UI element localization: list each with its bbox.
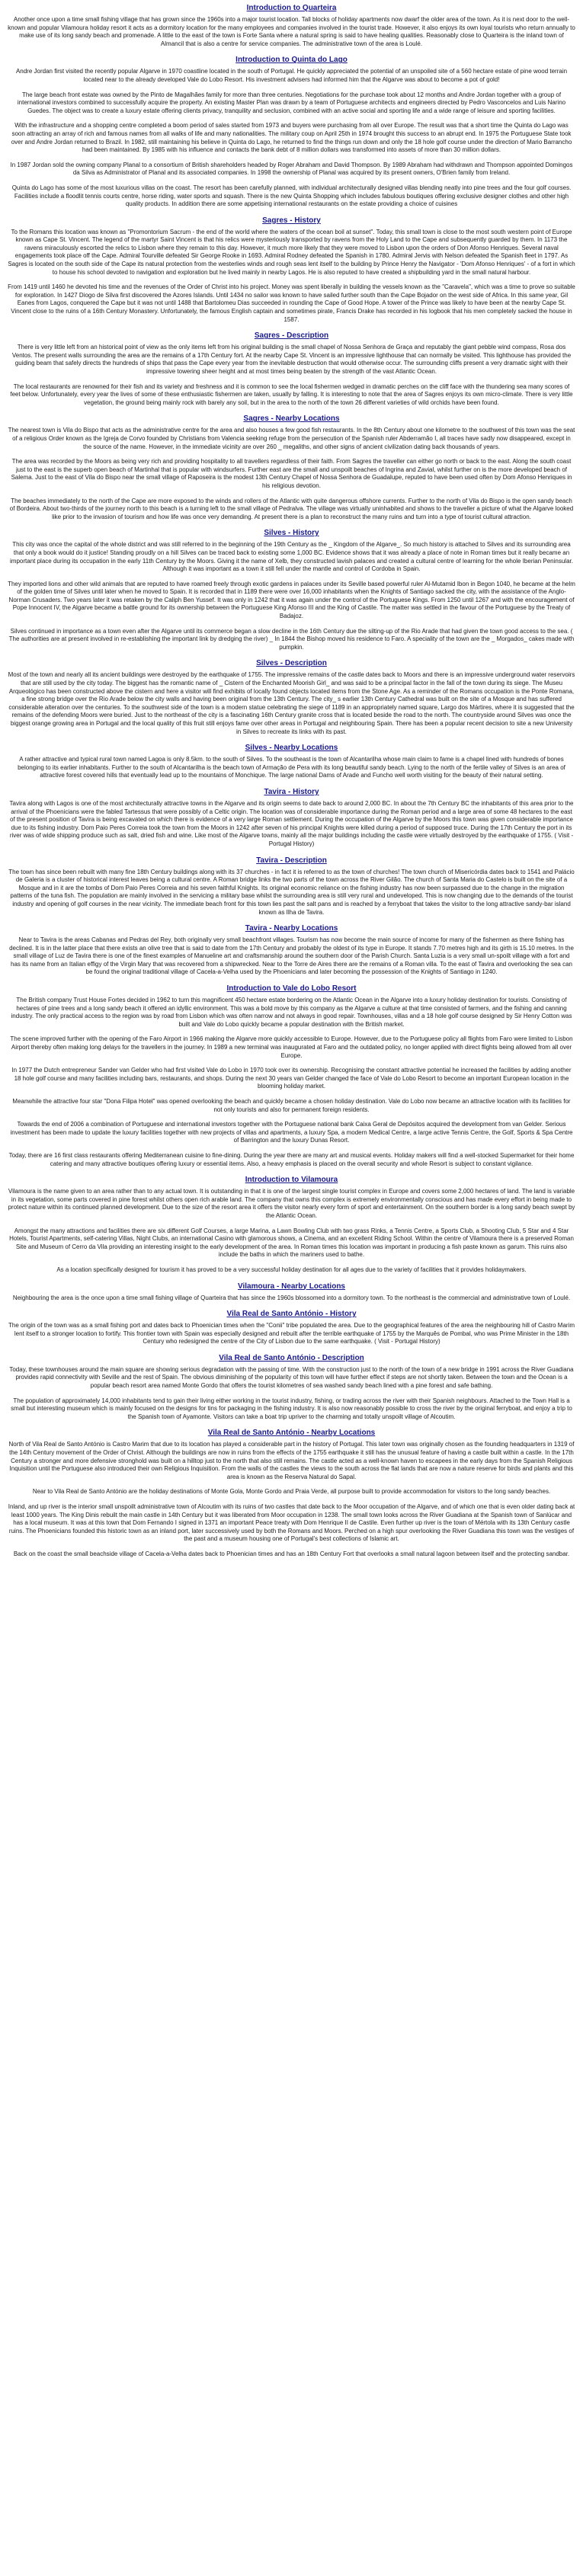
section-paragraph: Today, there are 16 first class restaurants offering Mediterranean cuisine to fine-dining. During the year there are many art and musical events. Holiday makers will find a well-stocked Supermarket for their home catering and many attractive boutiques offering luxury or essential items. Also, a heavy emphasis is placed on the overall security and whole Resort is subject to constant vigilance. [8, 1151, 575, 1167]
section-paragraph: Most of the town and nearly all its ancient buildings were destroyed by the earthquake of 1755. The impressive remains of the castle dates back to Moors and there is an impressive underground water reservoirs that are still used by the city today. The biggest has the romantic name of _ Cistern of the Enchanted Moorish Girl_ and was said to be a principal factor in the fall of the town during its siege. The Museu Arqueológico has been constructed above the cistern and here a visitor will find exhibits of locally found objects located items from the Stone Age. As a reminder of the Romans occupation is the Ponte Romana, a fine strong bridge over the Rio Arade below the city walls and having been original from the 13th Century. The city_ s earlier 13th Century Cathedral was built on the site of a Mosque and has suffered considerable alteration over the centuries. To the southwest side of the town is a modern statue celebrating the siege of 1189 in an appropriately named square, Largo dos Mártires, where it is suggested that the remains of the defending Moors were buried. Just to the northeast of the city is a fascinating 16th Century granite cross that is located beside the road to the north. The countryside around Silves was once the biggest orange growing area in Portugal and the local quality of this fruit still enjoys fame over other areas in Portugal and neighbouring Spain. There has been a popular recent decision to site a new University in Silves to recreate its links with its past. [8, 671, 575, 735]
section-paragraph: Quinta do Lago has some of the most luxurious villas on the coast. The resort has been carefully planned, with individual architecturally designed villas blending neatly into pine trees and the four golf courses. Facilities include a floodlit tennis courts centre, horse riding, water sports and squash. There is the new Quinta Shopping which includes fabulous boutiques offering exclusive designer clothes and other high quality products. In addition there are some appetising international restaurants on the estate providing a choice of cuisines [11, 184, 572, 208]
section-title[interactable]: Tavira - Description [256, 856, 327, 865]
section-paragraph: The large beach front estate was owned by the Pinto de Magalhães family for more than three centuries. Negotiations for the purchase took about 12 months and Andre Jordan together with a group of international investors combined to successfully acquire the property. An existing Master Plan was drawn by a team of Portuguese architects and engineers directed by Pedro Vasconcelos and Luis Narino Guedes. The object was to create a luxury estate offering clients privacy, tranquility and seclusion, combined with an active social and sporting life and a wide range of leisure and sporting facilities. [17, 91, 566, 114]
section [8, 1175, 575, 1274]
section [8, 3, 575, 48]
section-title[interactable]: Sagres - History [262, 216, 321, 225]
section-title[interactable]: Sagres - Nearby Locations [243, 414, 340, 424]
section-title[interactable]: Introduction to Vale do Lobo Resort [226, 984, 357, 994]
section-paragraph: Silves continued in importance as a town even after the Algarve until its commerce began a slow decline in the 16th Century due the silting-up of the Rio Arade that had given the town good access to the sea. ( The authorities are at present involved in re-establishing the important link by dredging the river) _ In 1844 the Bishop moved his residence to Faro. A speciality of the town are the _ Morgados_ cakes made with pumpkin. [8, 627, 575, 651]
section-paragraph: Neighbouring the area is the once upon a time small fishing village of Quarteira that has since the 1960s blossomed into a dormitory town. To the northeast is the commercial and administrative town of Loulé. [12, 1294, 571, 1301]
section-paragraph: Inland, and up river is the interior small unspoilt administrative town of Alcoutim with its ruins of two castles that date back to the Moor occupation of the Algarve, and of which one that is even older dating back at least 1000 years. The King Dinis rebuilt the main castle in 14th Century but it was liberated from Moor occupation in 1238. The small town looks across the River Guadiana at the Spanish town of Sanlúcar and has a local museum. It was at this town that Dom Fernando I signed in 1371 an important Peace treaty with Dom Henrique II de Castile. Even further up river is the town of Mértola with its 13th Century castle ruins. The Phoenicians founded this historic town as an inland port, later successively used by both the Romans and Moors. Perched on a high spur overlooking the River Guadiana this town was the vestiges of the past and a museum housing one of Portugal's best collections of Islamic art. [8, 1503, 575, 1543]
section-paragraph: The area was recorded by the Moors as being very rich and providing hospitality to all travellers regardless of their faith. From Sagres the traveller can either go north or back to the east. Along the south coast just to the east is the superb open beach of Martinhal that is popular with windsurfers. Further east are the small and unspoilt beaches of Ingrina and Zavial, whilst further on is the more developed beach of Salema. Just to the east of Vila do Bispo near the small village of Raposeira is the modest 13th Century Chapel of Nossa Senhora de Guadalupe, reputed to have been used often by Dom Afonso Henriques in his religious devotion. [11, 458, 572, 489]
section-title[interactable]: Introduction to Vilamoura [245, 1176, 338, 1185]
section-paragraph: They imported lions and other wild animals that are reputed to have roamed freely through exotic gardens in palaces under its Seville based powerful ruler Al-Mutamid Ibon in Begon 1040, he became at the helm of the golden time of Silves until later when he moved to Spain. It is recorded that in 1189 there were over 16,000 inhabitants when the Knights of Santiago sacked the city, with the assistance of the Anglo-Norman Crusaders. Two years later it was retaken by the Caliph Ben Yussef. It was only in 1242 that it was again under the control of the Portuguese Kings. From 1250 until 1267 and with the encouragement of Pope Innocent IV, the Algarve became a battle ground for its ownership between the Portuguese King Afonso III and the King of Castile. The matter was settled in the favour of the Portuguese by the Treaty of Badajoz. [8, 580, 575, 620]
section-title[interactable]: Vila Real de Santo António - History [226, 1310, 357, 1319]
section-paragraph: Vilamoura is the name given to an area rather than to any actual town. It is outstanding in that it is one of the largest single tourist complex in Europe and covers some 2,000 hectares of land. The land is variable in its vegetation, some parts covered in pine forest whilst others open rich arable land. The company that owns this complex is extremely environmentally conscious and has made every effort in being made to protect nature within its continued planned development. Due to the size of the resort area it offers the visitor nearly every form of sport and entertainment. On the southern border is a long sandy beach swept by the Atlantic Ocean. [8, 1188, 575, 1219]
section [8, 743, 575, 780]
section [8, 787, 575, 849]
section-paragraph: To the Romans this location was known as "Promontorium Sacrum - the end of the world where the waters of the ocean boil at sunset". Today, this small town is close to the most south western point of Europe known as Cape St. Vincent. The legend of the martyr Saint Vincent is that his relics were mysteriously transported by ravens from the Holy Land to the Cape and subsequently guarded by them. In 1173 the ravens miraculously escorted the relics to Lisbon where they remain to this day. However, it much more likely that they were moved to Lisbon upon the orders of Don Afonso Henriques. Several naval engagements took place off the Cape. Admiral Tourville defeated Sir George Rooke in 1693. Admiral Rodney defeated the Spanish in 1780. Admiral Jervis with Nelson defeated the Spanish fleet in 1797. As Sagres is located on the south side of the Cape its natural protection from the westerlies winds and rough seas lent itself to the building by Prince Henry the Navigator - 'Dom Afonso Henriques' - of a fort in which to house his school devoted to navigation and exploration but he lived mainly in nearby Lagos. He is also reputed to have created a shipbuilding yard in the small natural harbour. [8, 228, 575, 276]
section-paragraph: The town has since been rebuilt with many fine 18th Century buildings along with its 37 churches - in fact it is referred to as the town of churches! The town church of Misericórdia dates back to 1541 and Palácio de Galeria is a cluster of historical interest leaves being a cultural centre. A Roman bridge links the two parts of the town across the River Gilão. The church of Santa Maria do Castelo is built on the site of a Mosque and in it are the tombs of Dom Paio Peres Correia and his seven faithful Knights. Its original economic reliance on the fishing industry has now been surpassed due to the change in the migration patterns of the tuna fish. The population are mainly involved in the servicing a military base whilst the surrounding area is still very rural and undeveloped. This is now changing due to the demands of the tourist industry and opening of golf courses in the near vicinity. The immediate beach front for this town lies past the salt pans and is reached by a ferryboat that takes the visitor to the long attractive sandy-bar island known as Ilha de Tavira. [8, 868, 575, 916]
section [8, 923, 575, 977]
section-paragraph: Towards the end of 2006 a combination of Portuguese and international investors together with the Portuguese national bank Caixa Geral de Depósitos acquired the development from van Gelder. Serious investment has been made to update the luxury facilities together with new projects of villas and apartments, a luxury Spa, a modern Medical Centre, a large active Tennis Centre, the Golf, Sports & Spa Centre of Barrington and the luxury Dunas Resort. [10, 1121, 573, 1144]
section-paragraph: The nearest town is Vila do Bispo that acts as the administrative centre for the area and also houses a few good fish restaurants. In the 8th Century about one kilometre to the southwest of this town was the seat of a religious Order known as the Igreja de Corvo founded by Christians from Valencia seeking refuge from the persecution of the Spanish ruler Abderramão I, all traces have sadly now disappeared, except in the source of the name. However, in the immediate vicinity are over 260 _ megaliths, and other signs of ancient civilization dating back thousands of years. [8, 427, 575, 450]
section [8, 528, 575, 651]
section [8, 1309, 575, 1346]
section-paragraph: Near to Tavira is the areas Cabanas and Pedras del Rey, both originally very small beachfront villages. Tourism has now become the main source of income for many of the fishermen as there fishing has declined. It is in the latter place that there exists an olive tree that is said to date from the 17th Century and probably the oldest of its type in Europe. It stands 7.70 metres high and its girth is 15.10 metres. In the small village of Luz de Tavira there is one of the finest examples of Manueline art and craftsmanship around the southern door of the Parish Church. Santa Luzia is a very small un-spoilt village with a fort and has its name from an Italian effigy of the Virgin Mary that was recovered from a shipwrecked. Near to the Torre de Aires there are the remains of a Roman villa. To the east of Tavira and overlooking the sea can be found the original traditional village of Cacela-a-Velha used by the Phoenicians and later becoming the possession of the Knights of Santiago in 1240. [9, 936, 574, 976]
section-paragraph: The British company Trust House Fortes decided in 1962 to turn this magnificent 450 hectare estate bordering on the Atlantic Ocean in the Algarve into a luxury holiday destination for tourists. Consisting of hectares of pine trees and a long sandy beach it offered an idyllic environment. This was a bold move by this company as the Algarve a culture at that time consisted of farmers, and the fishing and canning industry. The only practical access to the region was by road from Lisbon which was often narrow and not always in good repair. Townhouses, villas and a 18 hole golf course designed by Sir Henry Cotton was built and Vale do Lobo quickly became a popular destination with the British market. [11, 997, 572, 1028]
section-paragraph: The population of approximately 14,000 inhabitants tend to gain their living either working in the tourist industry, fishing, or trading across the river with their Spanish neighbours. Attached to the Town Hall is a small but interesting museum which is mainly focused on the designs for tins for packaging in the fishing industry. It is also now reasonably possible to cross the river by the original ferryboat, and enjoy a trip to the Spanish town of Ayamonte. Visitors can take a boat trip upriver to the charming and totally unspoilt village of Alcoutim. [11, 1397, 572, 1420]
section-paragraph: From 1419 until 1460 he devoted his time and the revenues of the Order of Christ into his project. Money was spent liberally in building the vessels known as the "Caravela", which was a time to prove so suitable for exploration. In 1427 Diogo de Silva first discovered the Azores Islands. Until 1434 no sailor was known to have sailed further south than the Cape Bojador on the west side of Africa. In this same year, Gil Eanes from Lagos, conquered the Cape but it was not until 1488 that Bartolomeu Dias succeeded in rounding the Cape of Good Hope. A tower of the Prince was likely to have been at the nearby Cape St. Vincent close to the ruins of a 16th Century Monastery. Unfortunately, the famous English captain and sometimes pirate, Francis Drake has recorded in his logbook that his men completely sacked the house in 1587. [8, 283, 575, 323]
section-paragraph: The scene improved further with the opening of the Faro Airport in 1966 making the Algarve more quickly accessible to Europe. However, due to the Portuguese policy all flights from Faro were limited to Lisbon Airport thereby often making long delays for the travellers in the journey. In 1989 a new terminal was inaugurated at Faro and the outdated policy, no longer applied with direct flights being allowed from all over Europe. [10, 1035, 573, 1059]
section-title[interactable]: Sagres - Description [254, 331, 329, 341]
section [8, 658, 575, 736]
section-paragraph: Andre Jordan first visited the recently popular Algarve in 1970 coastline located in the south of Portugal. He quickly appreciated the potential of an unspoiled site of a 560 hectare estate of pine wood terrain located near to the already developed Vale do Lobo Resort. His investment advisers had informed him that the Algarve was about to become a pot of gold! [15, 68, 568, 83]
section-paragraph: In 1987 Jordan sold the owning company Planal to a consortium of British shareholders headed by Roger Abraham and David Thompson. By 1989 Abraham had withdrawn and Thompson appointed Domingos da Silva as Administrator of Planal and its associated companies. In 1998 the ownership of Planal was acquired by its present owners, O'Brien family from Ireland. [10, 161, 573, 177]
section-paragraph: A rather attractive and typical rural town named Lagoa is only 8.5km. to the south of Silves. To the southeast is the town of Alcantarilha whose main claim to fame is a chapel lined with hundreds of bones belonging to its earlier inhabitants. Further to the south of Alcantarilha is the beach town of Armação de Pera with its long beautiful sandy beach. Lying to the north of the fertile valley of Silves is an area of attractive forest covered hills that eventually lead up to the mountains of Monchique. The large national Dams of Arade and Funcho well worth visiting for the beauty of their natural setting. [18, 756, 565, 779]
section-title[interactable]: Introduction to Quarteira [246, 4, 337, 12]
section-title[interactable]: Vilamoura - Nearby Locations [238, 1282, 345, 1291]
section-paragraph: Another once upon a time small fishing village that has grown since the 1960s into a major tourist location. Tall blocks of holiday apartments now dwarf the older area of the town. As it is next door to the well-known and popular Vilamoura holiday resort it acts as a dormitory location for the many employees and companies involved in the tourist trade. However, it also enjoys its own loyal tourists who return annually to make use of its long sandy beach and promenade. A little to the east of the town is Forte Santa where a natural spring is said to have healing qualities. Reasonably close to Quarteira is the inland town of Almancil that is also a centre for service companies. The administrative town of the area is Loulé. [8, 16, 575, 47]
section-title[interactable]: Vila Real de Santo António - Nearby Locations [207, 1429, 376, 1438]
section-paragraph: Meanwhile the attractive four star "Dona Filipa Hotel" was opened overlooking the beach and quickly became a chosen holiday destination. Vale do Lobo now became an attractive location with its facilities for not only tourists and also for permanent foreign residents. [12, 1098, 571, 1113]
section-paragraph: In 1977 the Dutch entrepreneur Sander van Gelder who had first visited Vale do Lobo in 1970 took over its ownership. Recognising the constant attractive potential he increased the facilities by adding another 18 hole golf course and many facilities including bars, restaurants, and shops. During the next 30 years van Gelder changed the face of Vale do Lobo Resort to become an important European location in the blooming holiday market. [11, 1067, 572, 1090]
section [8, 984, 575, 1168]
section [8, 1282, 575, 1303]
section [8, 1353, 575, 1422]
section-paragraph: The local restaurants are renowned for their fish and its variety and freshness and it is common to see the local fishermen wedged in dramatic perches on the cliff face with the thundering sea many scores of feet below. Unfortunately, every year the lives of some of these enthusiastic fishermen are taken, usually by falling. It is interesting to note that the area of Sagres enjoys its own micro-climate. There is very little vegetation, the ground being mainly rock with barely any soil, but in the area to the north of the town 26 different varieties of wild orchids have been found. [10, 382, 573, 406]
section [8, 414, 575, 521]
section-paragraph: Amongst the many attractions and facilities there are six different Golf Courses, a large Marina, a Lawn Bowling Club with two grass Rinks, a Tennis Centre, a Sports Club, a Shooting Club, 5 Star and 4 Star Hotels, Tourist Apartments, self-catering Villas, Night Clubs, an international Casino with glamorous shows, a Cinema, and an excellent Riding School. Within the centre of Vilamoura there is a preserved Roman Site and Museum of Cerro da Vila providing an interesting insight to the early development of the area. In Roman times this location was important in producing a fish paste known as garum. This ruins also include the baths in which the mariners used to bathe. [9, 1227, 574, 1259]
section [8, 331, 575, 407]
section-paragraph: Today, these townhouses around the main square are showing serious degradation with the passing of time. With the construction just to the north of the town of a new bridge in 1991 across the River Guadiana provides rapid connectivity with Seville and the rest of Spain. The obvious diminishing of the popularity of this town will have further effect if steps are not shortly taken. Between the town and the Ocean is a popular beach resort area named Monte Gordo that offers the tourist kilometres of sea washed sandy beach lined with a pine forest and safe bathing. [9, 1365, 574, 1390]
section-title[interactable]: Silves - Nearby Locations [245, 744, 338, 753]
section-title[interactable]: Vila Real de Santo António - Description [219, 1353, 364, 1362]
section-title[interactable]: Introduction to Quinta do Lago [235, 56, 348, 65]
section [8, 1428, 575, 1558]
section [8, 55, 575, 208]
section-paragraph: North of Vila Real de Santo António is Castro Marim that due to its location has played a considerable part in the history of Portugal. This later town was originally chosen as the founding headquarters in 1319 of the 14th Century movement of the Order of Christ. Although the buildings are now in ruins from the effects of the 1755 earthquake it still has the unusual feature of having a castle built within a castle. In the 17th Century a stronger and more defensive stronghold was built on a hilltop just to the north that also still remains. The castle acted as a well-known haven to escapees in the early days from the Spanish Religious Inquisition until the Portuguese also introduced their own Religious Inquisition. From the walls of the castles the views to the south across the flat lands that are now a nature reserve for birds and plants and this area is known as the Reserva Natural do Sapal. [8, 1441, 575, 1480]
section-title[interactable]: Tavira - Nearby Locations [245, 924, 338, 933]
section [8, 856, 575, 917]
section [8, 216, 575, 325]
section-paragraph: The beaches immediately to the north of the Cape are more exposed to the winds and rollers of the Atlantic with quite dangerous offshore currents. Further to the north of Vila do Bispo is the open sandy beach of Bordeira. About two-thirds of the journey north to this beach is a turning left to the small village of Pedralva. The village was virtually uninhabited and shows to the traveller a picture of what the Algarve looked like prior to the invasion of tourism and how life was once very demanding. At present there is a plan to reconstruct the many ruins and turn into a type of tourist cultural attraction. [9, 497, 574, 520]
section-title[interactable]: Silves - History [264, 529, 319, 538]
section-paragraph: Near to Vila Real de Santo António are the holiday destinations of Monte Gola, Monte Gordo and Praia Verde, all purpose built to provide accommodation for visitors to the long sandy beaches. [32, 1488, 551, 1496]
section-paragraph: Back on the coast the small beachside village of Cacela-a-Velha dates back to Phoenician times and has an 18th Century Fort that overlooks a small natural lagoon between itself and the protecting sandbar. [13, 1550, 570, 1557]
section-paragraph: Tavira along with Lagos is one of the most architecturally attractive towns in the Algarve and its origin seems to date back to around 2,000 BC. In about the 7th Century BC the inhabitants of this area prior to the arrival of the Phoenicians were the fabled Tartessus that were possibly of a Celtic origin. The location was of considerable importance during the Roman period and a large area of some 48 hectares to the east of the present position of Tavira is being excavated on which there is evidence of a very large Roman settlement. During the occupation of the Algarve by the Moors this town was given considerable importance due to its fishing industry. Dom Paio Peres Correia took the town from the Moors in 1242 after seven of his principal Knights were killed during a period of supposed truce. During the 17th Century the port in its river was of wide shipping produce such as salt, dried fish and wine. Like most of the Algarve towns, mainly all the major buildings including the castle were virtually destroyed by the earthquake of 1755. ( Visit - Portugal History) [9, 799, 574, 847]
section-paragraph: This city was once the capital of the whole district and was still referred to in the beginning of the 19th Century as the _ Kingdom of the Algarve_. So much history is attached to Silves and its surrounding area that only a book would do it justice! Standing proudly on a hill Silves can be traced back to existing some 1,000 BC. Evidence shows that it was already a place of note in Roman times but it really became an important place during its occupation in the early 11th Century by the Moors. Giving it the name of Xelb, they constructed lavish palaces and created a cultural centre of learning for the whole Iberian Peninsular. Although it was important as a town it still fell under the mantle and control of Cordoba in Spain. [10, 541, 573, 573]
section-paragraph: There is very little left from an historical point of view as the only items left from his original building is the small chapel of Nossa Senhora de Graça and reputably the giant pebble wind compass, Rosa dos Ventos. The present walls surrounding the area are the remains of a 17th Century fort. At the nearby Cape St. Vincent is an impressive lighthouse that can normally be visited. This lighthouse has provided the guiding beam that safely directs the hundreds of ships that pass the Cape every year from the inevitable destruction that would otherwise occur. The surrounding cliffs present a very dramatic sight with their impressive towering sheer height and at most times being beaten by the strength of the vast Atlantic Ocean. [11, 344, 572, 375]
section-title[interactable]: Tavira - History [264, 787, 319, 796]
section-paragraph: As a location specifically designed for tourism it has proved to be a very successful holiday destination for all ages due to the variety of facilities that it provides holidaymakers. [56, 1266, 527, 1273]
section-paragraph: The origin of the town was as a small fishing port and dates back to Phoenician times when the "Conii" tribe populated the area. Due to the geographical features of the area the neighbouring hill of Castro Marim lent itself to a stronger location to fortify. This frontier town with Spain was especially designed and rebuilt after the terrible earthquake of 1755 by the Marquês de Pombal, who was Prime Minister in the 18th Century who redesigned the centre of the City of Lisbon due to the same earthquake. ( Visit - Portugal History) [8, 1322, 575, 1346]
section-title[interactable]: Silves - Description [256, 659, 327, 668]
section-paragraph: With the infrastructure and a shopping centre completed a boom period of sales started from 1973 and buyers were purchasing from all over Europe. The result was that a short time the Quinta do Lago was soon attracting an array of rich and famous names from all walks of life and many nationalities. The military coup on April 25th in 1974 brought this success to an abrupt end. In 1975 the Portuguese State took over and Andre Jordan returned to Brazil. In 1982, still maintaining his believe in Quinta do Lago, he returned to find the things run down and only the 18 hole golf course under the direction of Mario Barrancho had been maintained. By 1985 with his influence and contacts the bank debt of 8 million dollars was transformed into assets of more than 30 million dollars. [11, 122, 572, 154]
